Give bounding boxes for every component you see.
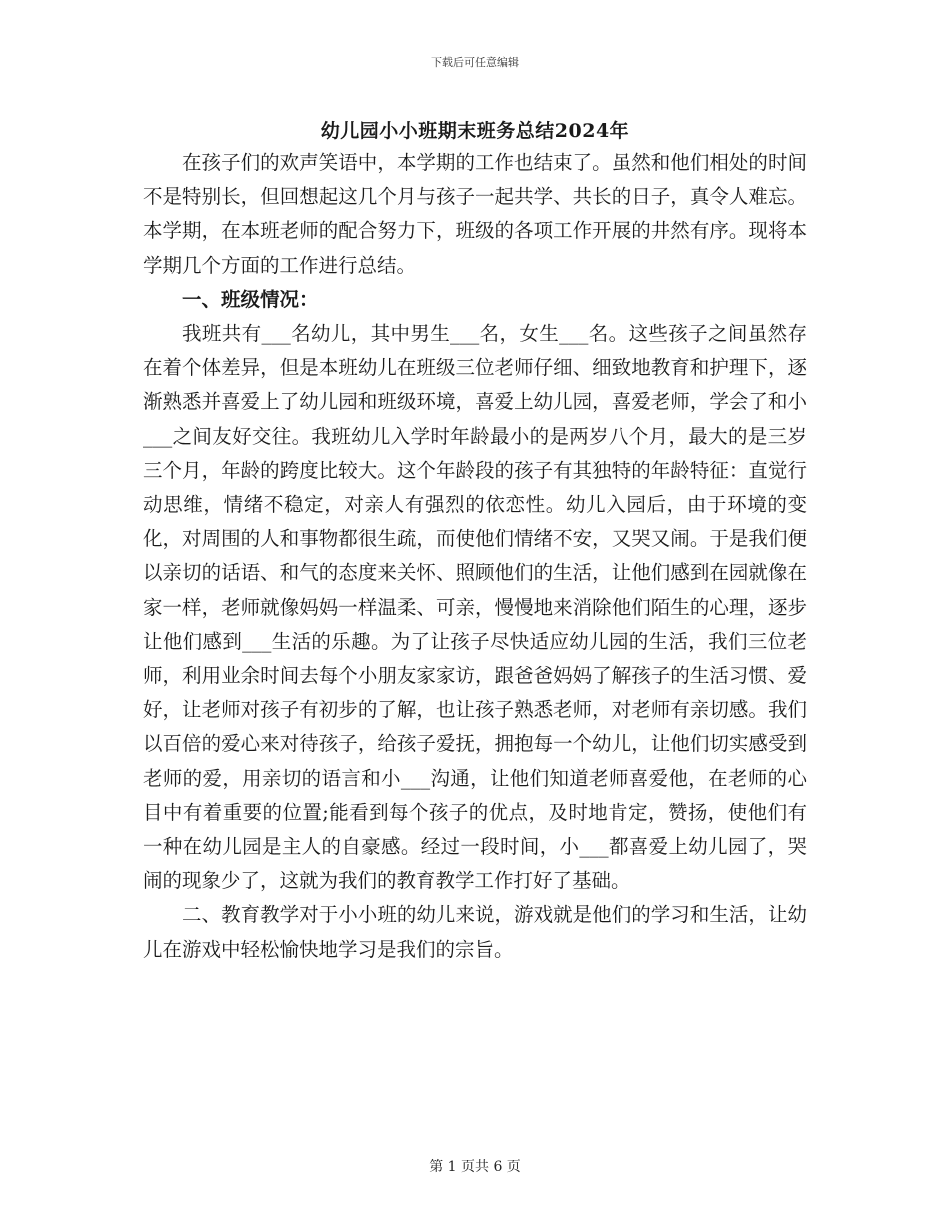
paragraph-class-situation: 我班共有___名幼儿，其中男生___名，女生___名。这些孩子之间虽然存在着个体差异，但是本班幼儿在班级三位老师仔细、细致地教育和护理下，逐渐熟悉并喜爱上了幼儿园和班级环境，喜爱上幼儿园，喜爱老师，学会了和小___之间友好交往。我班幼儿入学时年龄最小的是两岁八个月，最大的是三岁三个月，年龄的跨度比较大。这个年龄段的孩子有其独特的年龄特征：直觉行动思维，情绪不稳定，对亲人有强烈的依恋性。幼儿入园后，由于环境的变化，对周围的人和事物都很生疏，而使他们情绪不安，又哭又闹。于是我们便以亲切的话语、和气的态度来关怀、照顾他们的生活，让他们感到在园就像在家一样，老师就像妈妈一样温柔、可亲，慢慢地来消除他们陌生的心理，逐步让他们感到___生活的乐趣。为了让孩子尽快适应幼儿园的生活，我们三位老师，利用业余时间去每个小朋友家家访，跟爸爸妈妈了解孩子的生活习惯、爱好，让老师对孩子有初步的了解，也让孩子熟悉老师，对老师有亲切感。我们以百倍的爱心来对待孩子，给孩子爱抚，拥抱每一个幼儿，让他们切实感受到老师的爱，用亲切的语言和小___沟通，让他们知道老师喜爱他，在老师的心目中有着重要的位置;能看到每个孩子的优点，及时地肯定，赞扬，使他们有一种在幼儿园是主人的自豪感。经过一段时间，小___都喜爱上幼儿园了，哭闹的现象少了，这就为我们的教育教学工作打好了基础。 bbox=[143, 322, 807, 893]
page-footer: 第 1 页共 6 页 bbox=[429, 1159, 521, 1175]
document-title: 幼儿园小小班期末班务总结2024年 bbox=[320, 120, 630, 142]
paragraph-intro: 在孩子们的欢声笑语中，本学期的工作也结束了。虽然和他们相处的时间不是特别长，但回想起这几个月与孩子一起共学、共长的日子，真令人难忘。本学期，在本班老师的配合努力下，班级的各项工作开展的井然有序。现将本学期几个方面的工作进行总结。 bbox=[143, 151, 807, 277]
document-body bbox=[143, 146, 807, 967]
paragraph-teaching: 二、教育教学对于小小班的幼儿来说，游戏就是他们的学习和生活，让幼儿在游戏中轻松愉快地学习是我们的宗旨。 bbox=[143, 903, 807, 961]
header-note: 下载后可任意编辑 bbox=[431, 56, 519, 69]
section-heading-class-situation: 一、班级情况： bbox=[182, 287, 319, 311]
